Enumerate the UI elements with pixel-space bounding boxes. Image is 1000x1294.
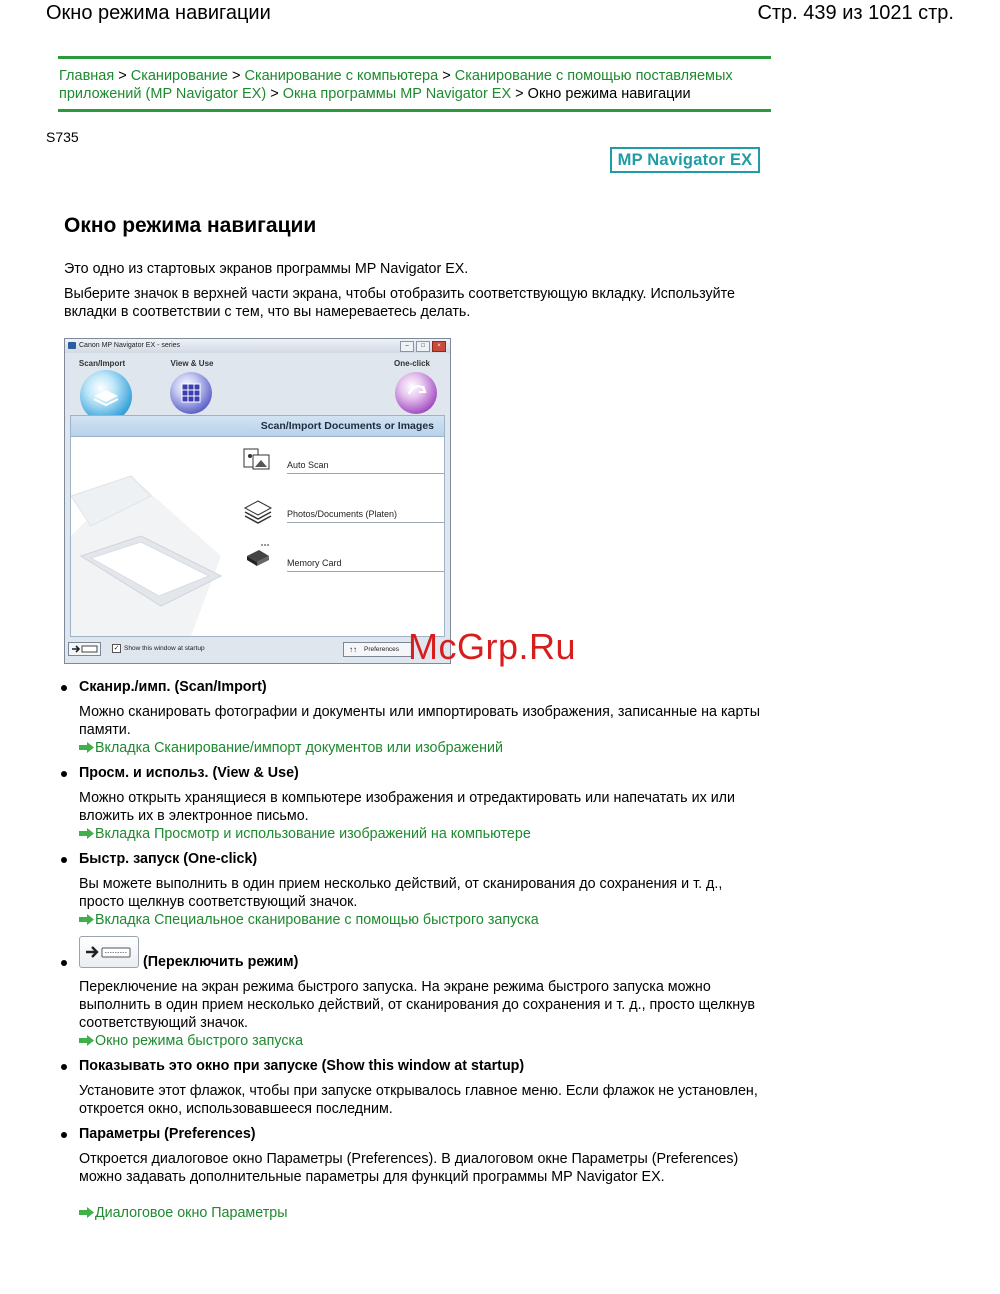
app-window-screenshot	[64, 338, 451, 664]
arrow-right-icon	[79, 742, 94, 753]
item-title-scan-import: Сканир./имп. (Scan/Import)	[79, 679, 267, 695]
link-view-use-tab[interactable]: Вкладка Просмотр и использование изображений на компьютере	[79, 826, 531, 842]
breadcrumb-separator: >	[231, 68, 241, 84]
app-logo-icon	[68, 342, 76, 349]
item-title-show-at-startup: Показывать это окно при запуске (Show this window at startup)	[79, 1058, 525, 1074]
item-description: Можно сканировать фотографии и документы или импортировать изображения, записанные на карты памяти.	[79, 704, 760, 738]
preferences-label: Preferences	[364, 646, 400, 653]
photos-documents-icon[interactable]	[241, 494, 275, 524]
intro-paragraph: Выберите значок в верхней части экрана, чтобы отобразить соответствующую вкладку. Используйте вкладки в соответствии с тем, что вы намереваетесь делать.	[64, 286, 735, 320]
breadcrumb-separator: >	[270, 86, 279, 102]
breadcrumb-link-program-windows[interactable]: Окна программы MP Navigator EX	[282, 86, 512, 102]
bullet-icon	[61, 857, 67, 863]
intro-paragraph: Это одно из стартовых экранов программы MP Navigator EX.	[64, 261, 469, 277]
link-preferences-dialog[interactable]: Диалоговое окно Параметры	[79, 1205, 287, 1221]
memory-card-option[interactable]: Memory Card	[287, 558, 445, 572]
mode-label-scan-import: Scan/Import	[78, 359, 126, 368]
breadcrumb-link-home[interactable]: Главная	[59, 68, 115, 84]
item-description: Можно открыть хранящиеся в компьютере изображения и отредактировать или напечатать их или вложить их в электронное письмо.	[79, 790, 736, 824]
item-title-view-use: Просм. и использ. (View & Use)	[79, 765, 299, 781]
window-footer	[68, 641, 446, 659]
item-title-preferences: Параметры (Preferences)	[79, 1126, 256, 1142]
page-counter: Стр. 439 из 1021 стр.	[757, 2, 954, 24]
page-title: Окно режима навигации	[64, 214, 317, 237]
arrow-right-icon	[79, 914, 94, 925]
bullet-icon	[61, 1064, 67, 1070]
checkmark-icon: ✓	[113, 645, 120, 652]
document-title: Окно режима навигации	[46, 2, 271, 24]
switch-mode-icon	[79, 936, 139, 968]
breadcrumb-link-bundled-apps[interactable]: Сканирование с помощью поставляемых приложений (MP Navigator EX)	[59, 68, 733, 102]
item-description: Вы можете выполнить в один прием несколько действий, от сканирования до сохранения и т. д., просто щелкнув соответствующий значок.	[79, 876, 723, 910]
breadcrumb	[58, 56, 771, 112]
scan-import-panel	[70, 415, 445, 637]
watermark-text: McGrp.Ru	[408, 626, 577, 667]
auto-scan-icon[interactable]	[241, 445, 275, 475]
product-badge: MP Navigator EX	[610, 147, 760, 173]
item-description: Переключение на экран режима быстрого запуска. На экране режима быстрого запуска можно выполнить в один прием несколько действий, от сканирования до сохранения и т. д., просто щелкнув соответствующий значок.	[79, 979, 755, 1031]
photos-documents-option[interactable]: Photos/Documents (Platen)	[287, 509, 445, 523]
arrow-right-icon	[79, 1207, 94, 1218]
show-at-startup-checkbox[interactable]	[112, 644, 205, 653]
window-title: Canon MP Navigator EX - series	[79, 342, 181, 349]
breadcrumb-link-scanning[interactable]: Сканирование	[130, 68, 228, 84]
panel-title: Scan/Import Documents or Images	[71, 416, 444, 437]
breadcrumb-link-scan-from-computer[interactable]: Сканирование с компьютера	[244, 68, 439, 84]
close-icon[interactable]: ×	[432, 341, 446, 352]
preferences-icon: ↑↑	[349, 645, 357, 654]
item-description: Установите этот флажок, чтобы при запуске открывалось главное меню. Если флажок не установлен, откроется окно, использовавшееся последним.	[79, 1083, 758, 1117]
link-scan-import-tab[interactable]: Вкладка Сканирование/импорт документов или изображений	[79, 740, 503, 756]
arrow-right-icon	[79, 828, 94, 839]
item-title-one-click: Быстр. запуск (One-click)	[79, 851, 258, 867]
window-titlebar	[65, 339, 450, 353]
view-use-icon[interactable]	[170, 372, 212, 414]
item-title-switch-mode: (Переключить режим)	[143, 954, 299, 970]
bullet-icon	[61, 771, 67, 777]
memory-card-icon[interactable]	[241, 542, 275, 572]
scanner-illustration	[71, 436, 241, 636]
minimize-icon[interactable]: –	[400, 341, 414, 352]
breadcrumb-separator: >	[118, 68, 127, 84]
link-one-click-tab[interactable]: Вкладка Специальное сканирование с помощью быстрого запуска	[79, 912, 539, 928]
maximize-icon[interactable]: □	[416, 341, 430, 352]
breadcrumb-current: Окно режима навигации	[527, 86, 691, 102]
link-one-click-mode-window[interactable]: Окно режима быстрого запуска	[79, 1033, 303, 1049]
item-description: Откроется диалоговое окно Параметры (Preferences). В диалоговом окне Параметры (Preferences) можно задавать дополнительные параметры для функций программы MP Navigator EX.	[79, 1151, 739, 1185]
breadcrumb-separator: >	[515, 86, 524, 102]
mode-label-view-use: View & Use	[170, 359, 214, 368]
bullet-icon	[61, 685, 67, 691]
one-click-icon[interactable]	[395, 372, 437, 414]
bullet-icon	[61, 960, 67, 966]
breadcrumb-separator: >	[442, 68, 451, 84]
document-code: S735	[46, 129, 79, 145]
bullet-icon	[61, 1132, 67, 1138]
mode-label-one-click: One-click	[393, 359, 430, 368]
arrow-right-icon	[79, 1035, 94, 1046]
auto-scan-option[interactable]: Auto Scan	[287, 460, 445, 474]
preferences-button[interactable]	[343, 642, 413, 657]
switch-mode-button[interactable]	[68, 642, 101, 656]
show-at-startup-label: Show this window at startup	[124, 645, 205, 652]
